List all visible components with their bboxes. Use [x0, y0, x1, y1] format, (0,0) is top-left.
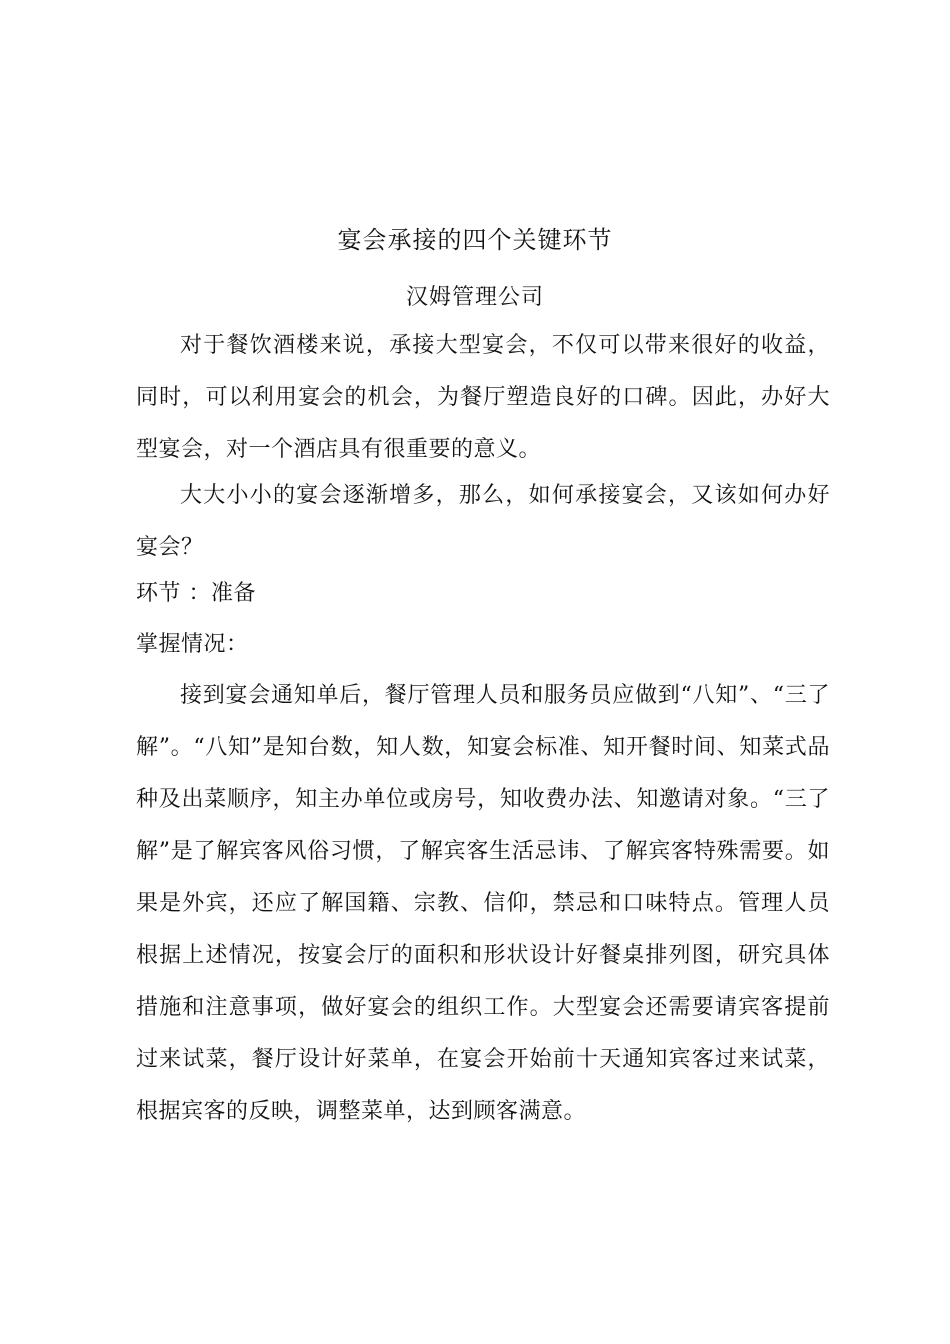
intro-paragraph: 对于餐饮酒楼来说，承接大型宴会，不仅可以带来很好的收益，同时，可以利用宴会的机会，为餐厅塑造良好的口碑。因此，办好大型宴会，对一个酒店具有很重要的意义。 [136, 333, 830, 462]
document-title: 宴会承接的四个关键环节 [337, 226, 613, 254]
section-heading: 环节 ：准备 [136, 581, 256, 606]
question-paragraph: 大大小小的宴会逐渐增多，那么，如何承接宴会，又该如何办好宴会？ [136, 483, 830, 560]
document-author: 汉姆管理公司 [405, 285, 544, 310]
detail-paragraph: 接到宴会通知单后，餐厅管理人员和服务员应做到“八知”、“三了解”。“八知”是知台数，知人数，知宴会标准、知开餐时间、知菜式品种及出菜顺序，知主办单位或房号，知收费办法、知邀请对象。“三了解”是了解宾客风俗习惯，了解宾客生活忌讳、了解宾客特殊需要。如果是外宾，还应了解国籍、宗教、信仰，禁忌和口味特点。管理人员根据上述情况，按宴会厅的面积和形状设计好餐桌排列图，研究具体措施和注意事项，做好宴会的组织工作。大型宴会还需要请宾客提前过来试菜，餐厅设计好菜单，在宴会开始前十天通知宾客过来试菜，根据宾客的反映，调整菜单，达到顾客满意。 [136, 683, 830, 1124]
section-subheading: 掌握情况： [136, 632, 249, 657]
